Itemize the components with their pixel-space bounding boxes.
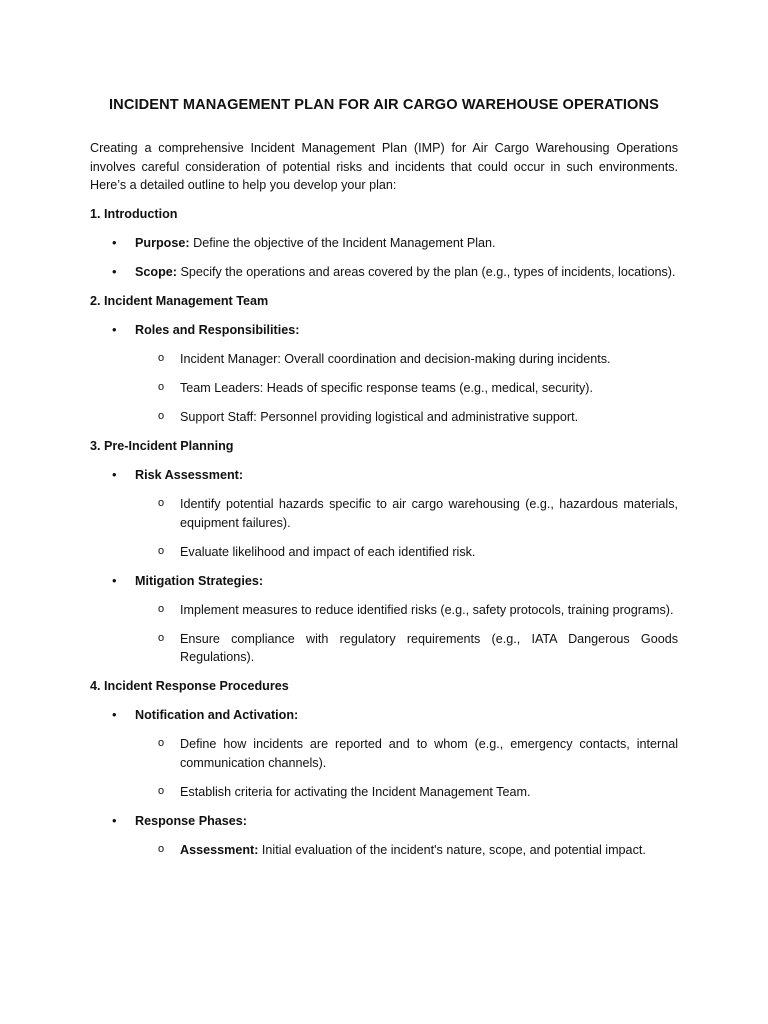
sub-list-item: o Incident Manager: Overall coordination and decision-making during incidents. <box>90 350 678 369</box>
assessment-text: Initial evaluation of the incident's nature, scope, and potential impact. <box>258 842 646 857</box>
list-item <box>90 234 678 253</box>
section-heading-pre-incident: 3. Pre-Incident Planning <box>90 439 234 453</box>
section-heading-response: 4. Incident Response Procedures <box>90 679 289 693</box>
scope-label: Scope: <box>135 265 177 279</box>
sub-list-item: o Evaluate likelihood and impact of each identified risk. <box>90 543 678 562</box>
notify-label: Notification and Activation: <box>135 708 299 722</box>
sub-list-item: o Implement measures to reduce identified risks (e.g., safety protocols, training programs). <box>90 601 678 620</box>
purpose-text: Define the objective of the Incident Management Plan. <box>189 236 496 250</box>
risk-label: Risk Assessment: <box>135 468 244 482</box>
list-item <box>90 263 678 282</box>
list-item <box>90 572 678 591</box>
roles-label: Roles and Responsibilities: <box>135 323 300 337</box>
purpose-label: Purpose: <box>135 236 190 250</box>
document-body <box>90 205 678 870</box>
intro-paragraph: Creating a comprehensive Incident Management Plan (IMP) for Air Cargo Warehousing Operations involves careful consideration of potential risks and incidents that could occur in such environments. Here’s a detailed outline to help you develop your plan: <box>90 141 678 192</box>
sub-list-item: o Identify potential hazards specific to air cargo warehousing (e.g., hazardous materials, equipment failures). <box>90 495 678 532</box>
pre-incident-list <box>90 466 678 667</box>
introduction-list <box>90 234 678 282</box>
assessment-label: Assessment: <box>180 842 259 857</box>
mitigation-label: Mitigation Strategies: <box>135 573 264 588</box>
list-item <box>90 812 678 831</box>
sub-list-item: o Team Leaders: Heads of specific response teams (e.g., medical, security). <box>90 379 678 398</box>
sub-list-item: o Support Staff: Personnel providing logistical and administrative support. <box>90 408 678 427</box>
document-title: INCIDENT MANAGEMENT PLAN FOR AIR CARGO WAREHOUSE OPERATIONS <box>109 97 659 113</box>
list-item <box>90 321 678 340</box>
scope-text: Specify the operations and areas covered by the plan (e.g., types of incidents, locations). <box>177 265 676 279</box>
response-list <box>90 706 678 859</box>
sub-list-item: o Define how incidents are reported and to whom (e.g., emergency contacts, internal communication channels). <box>90 735 678 772</box>
list-item <box>90 466 678 485</box>
list-item <box>90 706 678 725</box>
sub-list-item <box>90 841 678 860</box>
section-heading-introduction: 1. Introduction <box>90 207 178 221</box>
team-list <box>90 321 678 427</box>
sub-list-item: o Ensure compliance with regulatory requirements (e.g., IATA Dangerous Goods Regulations). <box>90 630 678 667</box>
sub-list-item: o Establish criteria for activating the Incident Management Team. <box>90 783 678 802</box>
phases-label: Response Phases: <box>135 813 247 828</box>
section-heading-team: 2. Incident Management Team <box>90 294 269 308</box>
